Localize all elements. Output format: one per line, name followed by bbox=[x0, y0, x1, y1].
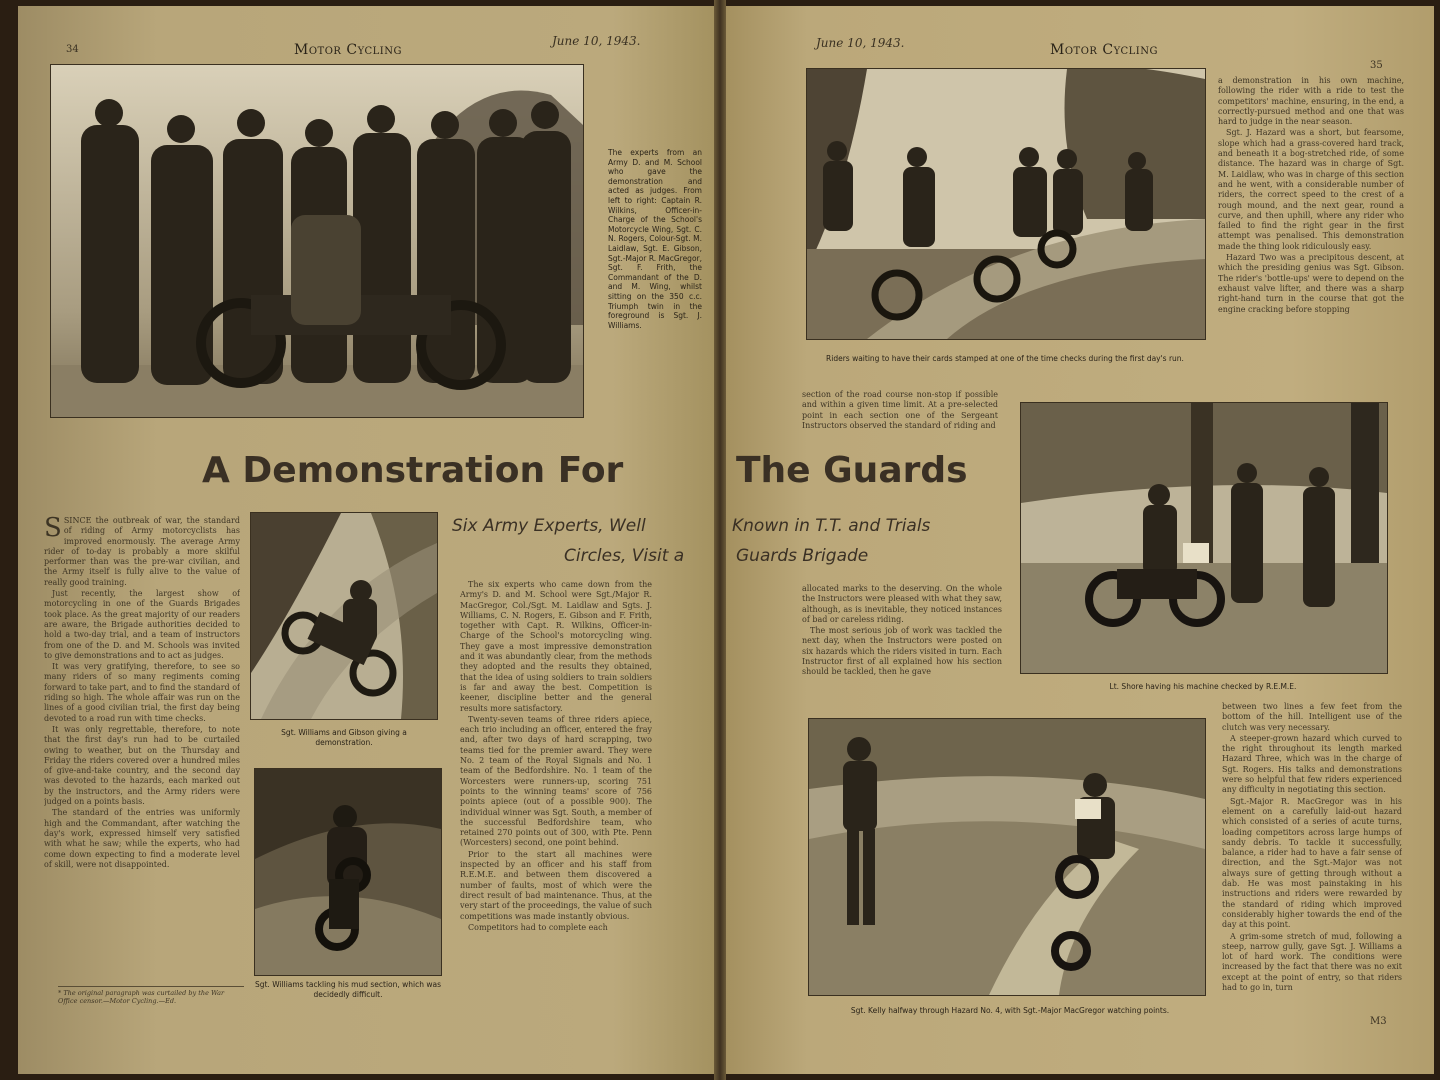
column-paragraph: between two lines a few feet from the bottom of the hill. Intelligent use of the clutch was very necessary. bbox=[1222, 702, 1402, 732]
group-photo-caption: The experts from an Army D. and M. School who gave the demonstration and acted as judges. From left to right: Captain R. Wilkins, Officer-in-Charge of the School's Motorcycle Wing, Sgt. C. N. Rogers, Colour-Sgt. M. Laidlaw, Sgt. E. Gibson, Sgt.-Major R. MacGregor, Sgt. F. Frith, the Commandant of the D. and M. Wing, whilst sitting on the 350 c.c. Triumph twin in the foreground is Sgt. J. Williams. bbox=[608, 148, 702, 330]
footnote: * The original paragraph was curtailed by the War Office censor.—Motor Cycling.—Ed. bbox=[58, 986, 244, 1005]
right-page-column-2 bbox=[802, 584, 1002, 704]
column-paragraph: Twenty-seven teams of three riders apiece, each trio including an officer, entered the fray and, after two days of hard scrapping, two teams tied for the premier award. They were No. 2 team of the Royal Signals and No. 1 team of the Bedfordshire. No. 1 team of the Worcesters were runners-up, scoring 751 points to the winning teams' score of 756 points apiece (out of a possible 900). The individual winner was Sgt. South, a member of the successful Bedfordshire team, who retained 270 points out of 300, with Pte. Penn (Worcesters) second, one point behind. bbox=[460, 714, 652, 848]
hillclimb-photo bbox=[250, 512, 438, 720]
left-page-column-2 bbox=[460, 580, 652, 1026]
right-page-column-1 bbox=[802, 390, 998, 442]
spine-gutter bbox=[714, 0, 726, 1080]
hillclimb-motorcycle-photo-icon bbox=[251, 513, 437, 719]
subhead-line1-left: Six Army Experts, Well bbox=[452, 516, 646, 536]
column-paragraph: It was very gratifying, therefore, to see so many riders of so many regiments coming forward to take part, and to find the standard of riding so high. The whole affair was run on the lines of a good civilian trial, the first day being devoted to a road run with time checks. bbox=[44, 662, 240, 723]
right-page bbox=[722, 6, 1434, 1074]
hazard-rider-photo-icon bbox=[809, 719, 1205, 995]
column-paragraph: A steeper-grown hazard which curved to the right throughout its length marked Hazard Three, which was in the charge of Sgt. Rogers. His talks and demonstrations were so helpful that few riders experienced any difficulty in negotiating this section. bbox=[1222, 733, 1402, 795]
date-left: June 10, 1943. bbox=[552, 34, 641, 48]
group-of-soldiers-photo-icon bbox=[51, 65, 583, 417]
hazard-photo bbox=[808, 718, 1206, 996]
right-page-number: 35 bbox=[1370, 60, 1383, 71]
column-paragraph: Competitors had to complete each bbox=[468, 922, 608, 932]
headline-left: A Demonstration For bbox=[202, 450, 624, 491]
column-paragraph: The most serious job of work was tackled the next day, when the Instructors were posted on six hazards which the riders visited in turn. Each Instructor first of all explained how his section should be tackled, then he gave bbox=[802, 626, 1002, 677]
headline-right: The Guards bbox=[736, 450, 968, 491]
column-paragraph: allocated marks to the deserving. On the whole the Instructors were pleased with what they saw, although, as is inevitable, they noticed instances of bad or careless riding. bbox=[802, 584, 1002, 624]
column-paragraph: Hazard Two was a precipitous descent, at which the presiding genius was Sgt. Gibson. The rider's 'bottle-ups' were to depend on the exhaust valve lifter, and there was a sharp right-hand turn in the course that got the engine cracking before stopping bbox=[1218, 253, 1404, 314]
column-paragraph: section of the road course non-stop if possible and within a given time limit. At a pre-selected point in each section one of the Sergeant Instructors observed the standard of riding and bbox=[802, 390, 998, 430]
left-page-number: 34 bbox=[66, 44, 79, 55]
lt-shore-caption: Lt. Shore having his machine checked by R.E.M.E. bbox=[1109, 682, 1297, 691]
column-paragraph: The standard of the entries was uniformly high and the Commandant, after watching the day's work, expressed himself very satisfied with what he saw; while the experts, who had come down expecting to find a moderate level of skill, were not disappointed. bbox=[44, 808, 240, 869]
bottom-right-mark: M3 bbox=[1370, 1016, 1387, 1027]
mud-section-caption: Sgt. Williams tackling his mud section, which was decidedly difficult. bbox=[254, 980, 442, 999]
subhead-line2-right: Guards Brigade bbox=[736, 546, 869, 566]
column-paragraph: A grim-some stretch of mud, following a steep, narrow gully, gave Sgt. J. Williams a lot of hard work. The conditions were increased by the fact that there was no exit except at the point of entry, so that riders had to go in, turn bbox=[1222, 931, 1402, 993]
time-check-riders-photo-icon bbox=[807, 69, 1205, 339]
left-page-column-1 bbox=[44, 516, 240, 980]
column-paragraph: Sgt. J. Hazard was a short, but fearsome, slope which had a grass-covered hard track, and beneath it a bog-stretched ride, of some distance. The hazard was in charge of Sgt. M. Laidlaw, who was in charge of this section and he went, with a considerable number of riders, the correct speed to the crest of a rough mound, and the next gear, round a curve, and then uphill, where any rider who failed to find the right gear in the first attempt was penalised. This demonstration made the thing look ridiculously easy. bbox=[1218, 128, 1404, 251]
machine-check-photo-icon bbox=[1021, 403, 1387, 673]
column-paragraph: SSINCE the outbreak of war, the standard of riding of Army motorcyclists has improved enormously. The average Army rider of to-day is probably a more skilful performer than was the pre-war civilian, and the Army itself is fully alive to the value of really good training. bbox=[44, 516, 240, 587]
subhead-line1-right: Known in T.T. and Trials bbox=[732, 516, 931, 536]
column-paragraph: Prior to the start all machines were inspected by an officer and his staff from R.E.M.E. and between them discovered a number of faults, most of which were the direct result of bad maintenance. Thus, at the very start of the proceedings, the value of such competitions was made instantly obvious. bbox=[460, 849, 652, 921]
column-paragraph: Sgt.-Major R. MacGregor was in his element on a carefully laid-out hazard which consisted of a series of acute turns, loading competitors across large humps of sandy debris. To tackle it successfully, balance, a rider had to have a fair sense of direction, and the Sgt.-Major was not always sure of getting through without a dab. He was most painstaking in his instructions and riders were rewarded by the standard of riding which improved considerably higher towards the end of the day at this point. bbox=[1222, 796, 1402, 930]
right-page-column-3 bbox=[1218, 76, 1404, 376]
column-paragraph: The six experts who came down from the Army's D. and M. School were Sgt./Major R. MacGregor, Col./Sgt. M. Laidlaw and Sgts. J. Williams, C. N. Rogers, E. Gibson and F. Frith, together with Capt. R. Wilkins, Officer-in-Charge of the School's motorcycling wing. They gave a most impressive demonstration and it was abundantly clear, from the methods they adopted and the results they obtained, that the idea of using soldiers to train soldiers is far and away the best. Competition is keener, discipline better and the general results more satisfactory. bbox=[460, 580, 652, 713]
time-check-caption: Riders waiting to have their cards stamped at one of the time checks during the first day's run. bbox=[826, 354, 1184, 363]
column-paragraph: Just recently, the largest show of motorcycling in one of the Guards Brigades took place. As the great majority of our readers are aware, the Brigade authorities decided to hold a two-day trial, and a team of instructors from one of the D. and M. Schools was invited to give demonstrations and to act as judges. bbox=[44, 589, 240, 660]
mud-section-photo bbox=[254, 768, 442, 976]
mud-section-rider-photo-icon bbox=[255, 769, 441, 975]
drop-cap: S bbox=[44, 516, 62, 543]
date-right: June 10, 1943. bbox=[816, 36, 905, 50]
left-page bbox=[18, 6, 718, 1074]
williams-gibson-caption: Sgt. Williams and Gibson giving a demonstration. bbox=[281, 728, 407, 747]
subhead-line2-left: Circles, Visit a bbox=[564, 546, 685, 566]
group-photo bbox=[50, 64, 584, 418]
column-paragraph: a demonstration in his own machine, following the rider with a ride to test the competitors' machine, ensuring, in the end, a correctly-pursued method and one that was hard to judge in the near season. bbox=[1218, 76, 1404, 127]
masthead-left: Motor Cycling bbox=[294, 42, 402, 58]
machine-check-photo bbox=[1020, 402, 1388, 674]
masthead-right: Motor Cycling bbox=[1050, 42, 1158, 58]
time-check-photo bbox=[806, 68, 1206, 340]
sgt-kelly-caption: Sgt. Kelly halfway through Hazard No. 4, with Sgt.-Major MacGregor watching points. bbox=[850, 1006, 1170, 1015]
right-page-column-4 bbox=[1222, 702, 1402, 1032]
column-paragraph: It was only regrettable, therefore, to note that the first day's run had to be curtailed owing to weather, but on the Thursday and Friday the riders covered over a hundred miles of give-and-take country, and the second day was devoted to the hazards, each marked out by the instructors, and the Army riders were judged on a points basis. bbox=[44, 724, 240, 807]
